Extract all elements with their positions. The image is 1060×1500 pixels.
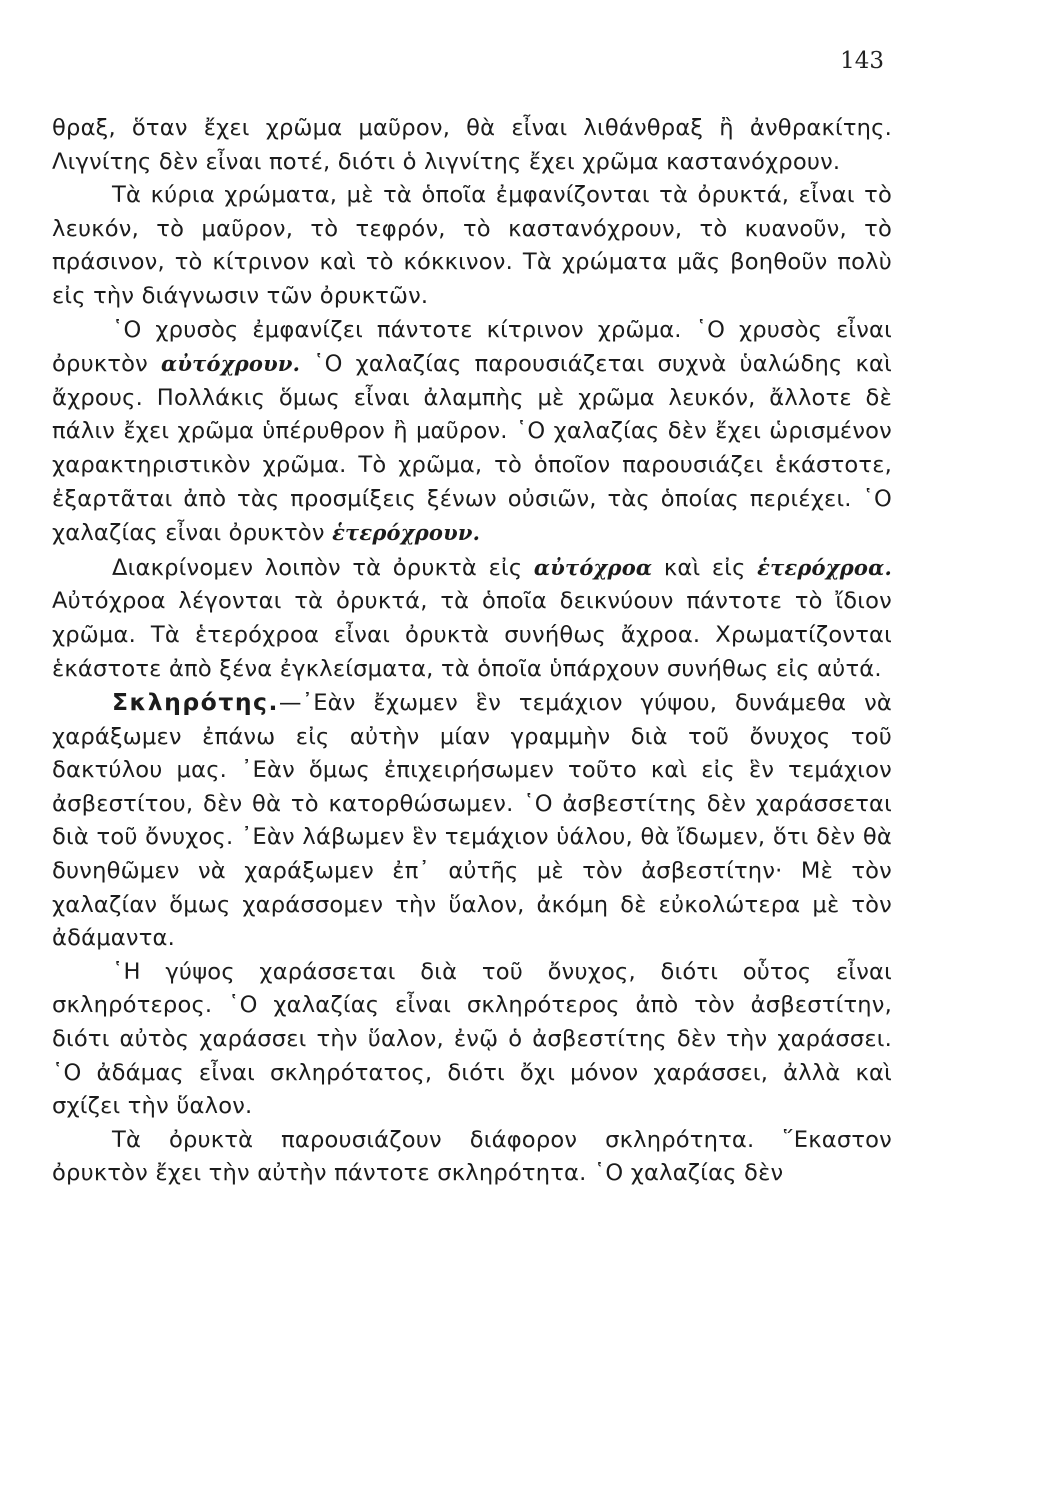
text-segment: Τὰ κύρια χρώματα, μὲ τὰ ὁποῖα ἐμφανίζονται τὰ ὀρυκτά, εἶναι τὸ λευκόν, τὸ μαῦρον, τὸ τεφρόν, τὸ καστανόχρουν, τὸ κυανοῦν, τὸ πράσινον, τὸ κίτρινον καὶ τὸ κόκκινον. Τὰ χρώματα μᾶς βοηθοῦν πολὺ εἰς τὴν διάγνωσιν τῶν ὀρυκτῶν. <box>52 182 892 309</box>
paragraph-p3 <box>52 314 892 551</box>
text-body <box>52 112 892 1191</box>
text-segment: ῾Ο χαλαζίας παρουσιάζεται συχνὰ ὑαλώδης καὶ ἄχρους. Πολλάκις ὅμως εἶναι ἀλαμπὴς μὲ χρῶμα λευκόν, ἄλλοτε δὲ πάλιν ἔχει χρῶμα ὑπέρυθρον ἢ μαῦρον. ῾Ο χαλαζίας δὲν ἔχει ὡρισμένον χαρακτηριστικὸν χρῶμα. Τὸ χρῶμα, τὸ ὁποῖον παρουσιάζει ἑκάστοτε, ἐξαρτᾶται ἀπὸ τὰς προσμίξεις ξένων οὐσιῶν, τὰς ὁποίας περιέχει. ῾Ο χαλαζίας εἶναι ὀρυκτὸν <box>52 351 892 547</box>
text-segment: Αὐτόχροα λέγονται τὰ ὀρυκτά, τὰ ὁποῖα δεικνύουν πάντοτε τὸ ἴδιον χρῶμα. Τὰ ἑτερόχροα εἶναι ὀρυκτὰ συνήθως ἄχροα. Χρωματίζονται ἑκάστοτε ἀπὸ ξένα ἐγκλείσματα, τὰ ὁποῖα ὑπάρχουν συνήθως εἰς αὐτά. <box>52 588 892 682</box>
paragraph-p6 <box>52 956 892 1124</box>
text-segment: ῾Ο χρυσὸς ἐμφανίζει πάντοτε κίτρινον χρῶμα. ῾Ο χρυσὸς εἶναι ὀρυκτὸν <box>52 316 892 378</box>
paragraph-p4 <box>52 551 892 686</box>
emphasized-term: ἑτερόχροα. <box>757 554 892 580</box>
text-segment: Διακρίνομεν λοιπὸν τὰ ὀρυκτὰ εἰς <box>112 554 534 581</box>
emphasized-term: αὐτόχρουν. <box>161 351 301 377</box>
page-number: 143 <box>840 48 884 74</box>
section-heading: Σκληρότης. <box>112 688 279 717</box>
text-segment: καὶ εἰς <box>652 554 758 581</box>
paragraph-p5 <box>52 686 892 956</box>
text-segment: —᾿Εὰν ἔχωμεν ἓν τεμάχιον γύψου, δυνάμεθα νὰ χαράξωμεν ἐπάνω εἰς αὐτὴν μίαν γραμμὴν διὰ τοῦ ὄνυχος τοῦ δακτύλου μας. ᾿Εὰν ὅμως ἐπιχειρήσωμεν τοῦτο καὶ εἰς ἓν τεμάχιον ἀσβεστίτου, δὲν θὰ τὸ κατορθώσωμεν. ῾Ο ἀσβεστίτης δὲν χαράσσεται διὰ τοῦ ὄνυχος. ᾿Εὰν λάβωμεν ἓν τεμάχιον ὑάλου, θὰ ἴδωμεν, ὅτι δὲν θὰ δυνηθῶμεν νὰ χαράξωμεν ἐπ᾿ αὐτῆς μὲ τὸν ἀσβεστίτην· Μὲ τὸν χαλαζίαν ὅμως χαράσσομεν τὴν ὕαλον, ἀκόμη δὲ εὐκολώτερα μὲ τὸν ἀδάμαντα. <box>52 690 892 952</box>
emphasized-term: ἑτερόχρουν. <box>332 520 481 546</box>
text-segment: θραξ, ὅταν ἔχει χρῶμα μαῦρον, θὰ εἶναι λιθάνθραξ ἢ ἀνθρακίτης. Λιγνίτης δὲν εἶναι ποτέ, διότι ὁ λιγνίτης ἔχει χρῶμα καστανόχρουν. <box>52 115 892 175</box>
text-segment: ῾Η γύψος χαράσσεται διὰ τοῦ ὄνυχος, διότι οὗτος εἶναι σκληρότερος. ῾Ο χαλαζίας εἶναι σκληρότερος ἀπὸ τὸν ἀσβεστίτην, διότι αὐτὸς χαράσσει τὴν ὕαλον, ἐνῷ ὁ ἀσβεστίτης δὲν τὴν χαράσσει. ῾Ο ἀδάμας εἶναι σκληρότατος, διότι ὄχι μόνον χαράσσει, ἀλλὰ καὶ σχίζει τὴν ὕαλον. <box>52 958 892 1120</box>
paragraph-p2 <box>52 179 892 313</box>
paragraph-p7 <box>52 1124 892 1191</box>
emphasized-term: αὐτόχροα <box>533 554 653 580</box>
paragraph-p1 <box>52 112 892 179</box>
text-segment: Τὰ ὀρυκτὰ παρουσιάζουν διάφορον σκληρότητα. ῞Εκαστον ὀρυκτὸν ἔχει τὴν αὐτὴν πάντοτε σκληρότητα. ῾Ο χαλαζίας δὲν <box>52 1126 892 1187</box>
